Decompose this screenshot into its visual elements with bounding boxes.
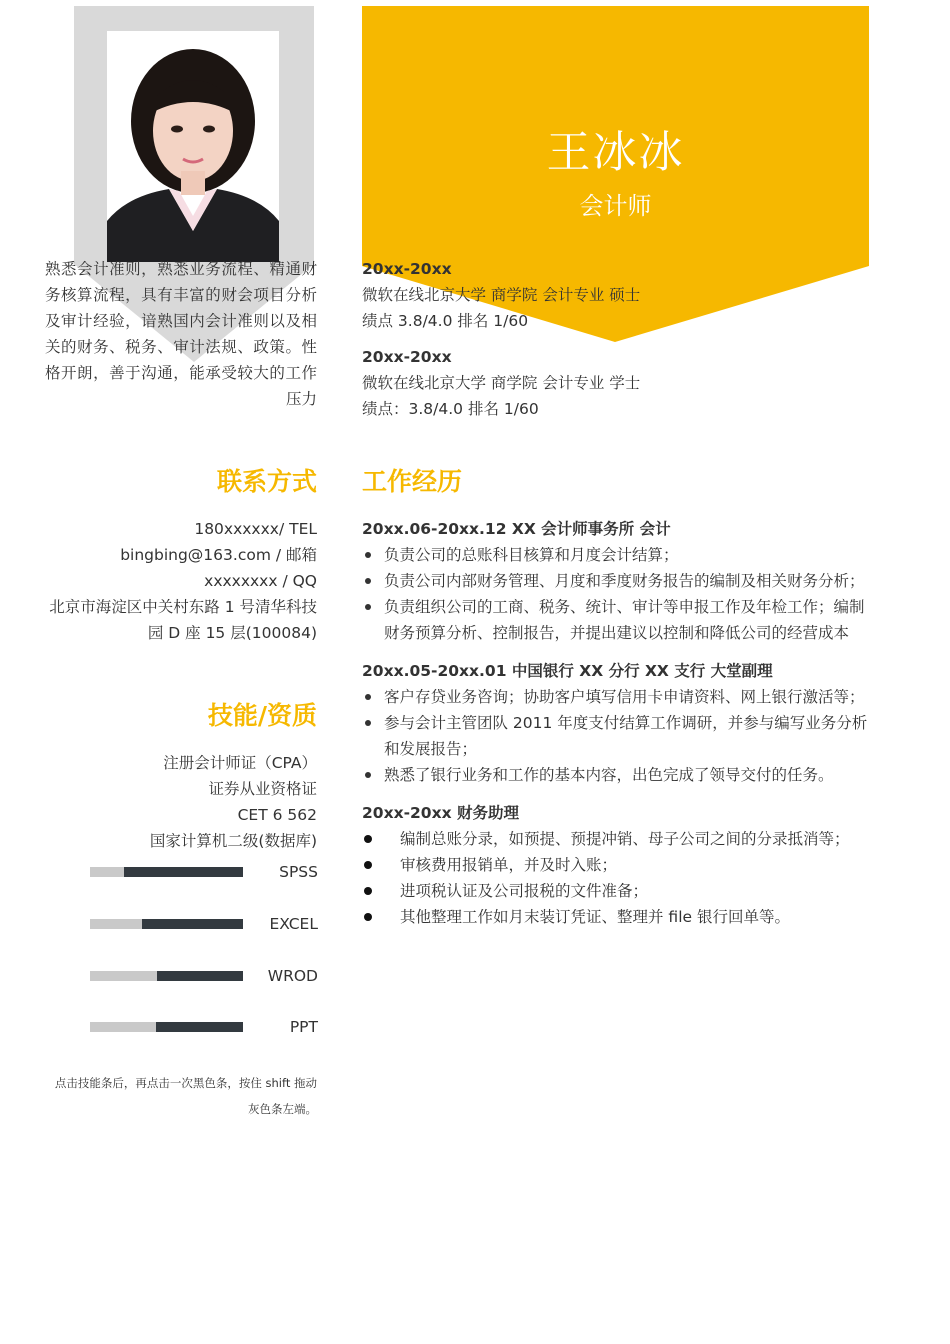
job-heading: 20xx.06-20xx.12 XX 会计师事务所 会计 bbox=[362, 520, 671, 538]
contact-phone: 180xxxxxx/ TEL bbox=[194, 520, 317, 538]
profile-photo bbox=[107, 31, 279, 262]
work-experience-list bbox=[362, 516, 872, 942]
contact-qq: xxxxxxxx / QQ bbox=[204, 572, 317, 590]
job-heading: 20xx.05-20xx.01 中国银行 XX 分行 XX 支行 大堂副理 bbox=[362, 662, 773, 680]
contact-info bbox=[45, 516, 317, 646]
duty-item: 参与会计主管团队 2011 年度支付结算工作调研，并参与编写业务分析和发展报告； bbox=[362, 710, 872, 762]
education-school: 微软在线北京大学 商学院 会计专业 学士 bbox=[362, 374, 641, 392]
skill-bar-ppt[interactable] bbox=[90, 1016, 318, 1036]
skill-bar-fill[interactable] bbox=[124, 867, 243, 877]
certificate-item: 证券从业资格证 bbox=[208, 780, 317, 798]
skill-label: SPSS bbox=[279, 863, 318, 881]
education-period: 20xx-20xx bbox=[362, 260, 452, 278]
contact-email: bingbing@163.com / 邮箱 bbox=[120, 546, 317, 564]
skill-bar-fill[interactable] bbox=[156, 1022, 243, 1032]
contact-address-line2: 园 D 座 15 层(100084) bbox=[147, 624, 317, 642]
job-entry bbox=[362, 658, 872, 788]
skill-bar-fill[interactable] bbox=[142, 919, 243, 929]
job-duties bbox=[362, 542, 872, 646]
contact-heading: 联系方式 bbox=[216, 467, 317, 496]
contact-address-line1: 北京市海淀区中关村东路 1 号清华科技 bbox=[49, 598, 317, 616]
duty-item: 负责公司内部财务管理、月度和季度财务报告的编制及相关财务分析； bbox=[362, 568, 872, 594]
skill-bar-spss[interactable] bbox=[90, 861, 318, 881]
certificate-item: CET 6 562 bbox=[237, 806, 317, 824]
skill-label: WROD bbox=[267, 967, 318, 985]
skill-bar-wrod[interactable] bbox=[90, 965, 318, 985]
skill-label: PPT bbox=[289, 1018, 318, 1036]
certificate-item: 注册会计师证（CPA） bbox=[163, 754, 317, 772]
education-entry bbox=[362, 344, 872, 422]
duty-item: 负责公司的总账科目核算和月度会计结算； bbox=[362, 542, 872, 568]
duty-item: 熟悉了银行业务和工作的基本内容，出色完成了领导交付的任务。 bbox=[362, 762, 872, 788]
job-entry bbox=[362, 516, 872, 646]
education-section bbox=[362, 256, 872, 422]
duty-item: 客户存贷业务咨询；协助客户填写信用卡申请资料、网上银行激活等； bbox=[362, 684, 872, 710]
education-score: 绩点 3.8/4.0 排名 1/60 bbox=[362, 312, 529, 330]
education-period: 20xx-20xx bbox=[362, 348, 452, 366]
duty-item: 审核费用报销单，并及时入账； bbox=[362, 852, 872, 878]
skill-bar-fill[interactable] bbox=[157, 971, 243, 981]
duty-item: 负责组织公司的工商、税务、统计、审计等申报工作及年检工作；编制财务预算分析、控制报告，并提出建议以控制和降低公司的经营成本 bbox=[362, 594, 872, 646]
job-title: 会计师 bbox=[579, 192, 652, 220]
skill-bar-hint: 点击技能条后，再点击一次黑色条，按住 shift 拖动灰色条左端。 bbox=[54, 1076, 317, 1116]
job-duties bbox=[362, 684, 872, 788]
skill-label: EXCEL bbox=[269, 915, 318, 933]
certificate-item: 国家计算机二级(数据库) bbox=[149, 832, 317, 850]
skills-heading: 技能/资质 bbox=[207, 701, 317, 730]
duty-item: 进项税认证及公司报税的文件准备； bbox=[362, 878, 872, 904]
education-score: 绩点：3.8/4.0 排名 1/60 bbox=[362, 400, 539, 418]
skill-bar-excel[interactable] bbox=[90, 913, 318, 933]
job-entry bbox=[362, 800, 872, 930]
intro-text: 熟悉会计准则，熟悉业务流程、精通财务核算流程，具有丰富的财会项目分析及审计经验，谙熟国内会计准则以及相关的财务、税务、审计法规、政策。性格开朗，善于沟通，能承受较大的工作压力 bbox=[45, 260, 317, 408]
education-school: 微软在线北京大学 商学院 会计专业 硕士 bbox=[362, 286, 641, 304]
education-entry bbox=[362, 256, 872, 334]
work-heading: 工作经历 bbox=[362, 467, 463, 496]
certificates-list bbox=[45, 750, 317, 854]
duty-item: 其他整理工作如月末装订凭证、整理并 file 银行回单等。 bbox=[362, 904, 872, 930]
candidate-name: 王冰冰 bbox=[546, 127, 685, 178]
duty-item: 编制总账分录，如预提、预提冲销、母子公司之间的分录抵消等； bbox=[362, 826, 872, 852]
job-heading: 20xx-20xx 财务助理 bbox=[362, 804, 519, 822]
job-duties bbox=[362, 826, 872, 930]
